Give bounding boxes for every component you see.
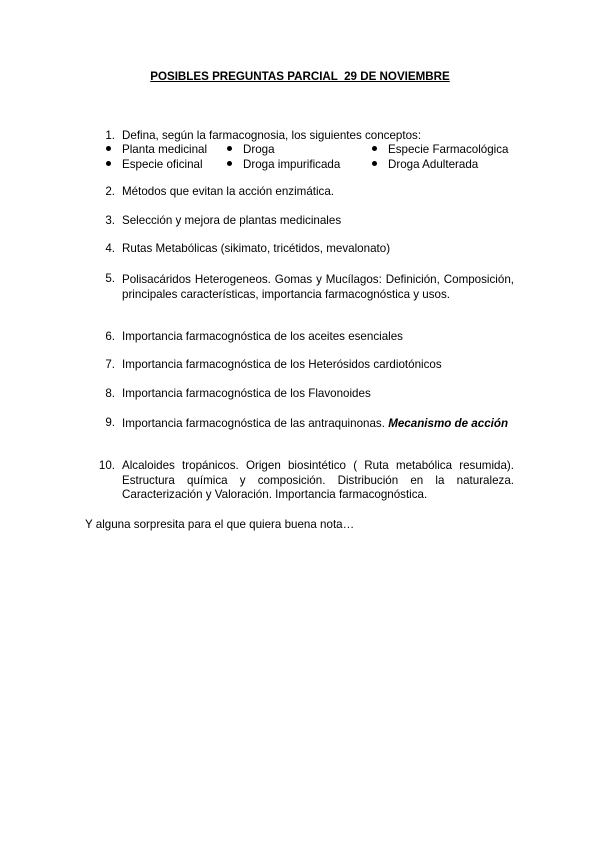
question-text: Alcaloides tropánicos. Origen biosintético ( Ruta metabólica resumida). Estructura química y composición. Distribución en la naturaleza. Caracterización y Valoración. Importancia farmacognóstica. [122, 459, 514, 501]
document-title: POSIBLES PREGUNTAS PARCIAL 29 DE NOVIEMBRE [150, 70, 450, 83]
question-text: Defina, según la farmacognosia, los siguientes conceptos: [122, 129, 422, 142]
concept-list [106, 143, 526, 173]
question-text: Importancia farmacognóstica de los Heterósidos cardiotónicos [122, 358, 442, 371]
question-text: Polisacáridos Heterogeneos. Gomas y Mucílagos: Definición, Composición, principales características, importancia farmacognóstica y usos. [122, 273, 514, 301]
question-number: 4. [105, 242, 115, 255]
question-number: 10. [98, 459, 115, 472]
question-text: Métodos que evitan la acción enzimática. [122, 185, 335, 198]
question-text: Importancia farmacognóstica de los aceites esenciales [122, 330, 403, 343]
question-number: 5. [105, 272, 115, 285]
concept-item: Droga [227, 143, 275, 157]
question-text: Importancia farmacognóstica de los Flavonoides [122, 387, 371, 400]
question-number: 6. [105, 330, 115, 343]
closing-remark: Y alguna sorpresita para el que quiera buena nota… [85, 518, 355, 531]
concept-item: Especie oficinal [106, 158, 203, 172]
bullet-icon [227, 161, 232, 166]
question-number: 1. [105, 129, 115, 142]
concept-item: Droga Adulterada [372, 158, 478, 172]
question-number: 7. [105, 358, 115, 371]
bullet-icon [372, 161, 377, 166]
question-emphasis: Mecanismo de acción [388, 417, 509, 430]
bullet-icon [106, 161, 111, 166]
question-number: 9. [105, 416, 115, 429]
question-number: 8. [105, 387, 115, 400]
bullet-icon [372, 146, 377, 151]
question-text: Selección y mejora de plantas medicinales [122, 214, 342, 227]
question-number: 2. [105, 185, 115, 198]
question-number: 3. [105, 214, 115, 227]
concept-item: Planta medicinal [106, 143, 207, 157]
concept-item: Especie Farmacológica [372, 143, 509, 157]
question-text: Rutas Metabólicas (sikimato, tricétidos, mevalonato) [122, 242, 391, 255]
concept-item: Droga impurificada [227, 158, 340, 172]
question-text: Importancia farmacognóstica de las antraquinonas. Mecanismo de acción [122, 417, 509, 430]
bullet-icon [106, 146, 111, 151]
bullet-icon [227, 146, 232, 151]
